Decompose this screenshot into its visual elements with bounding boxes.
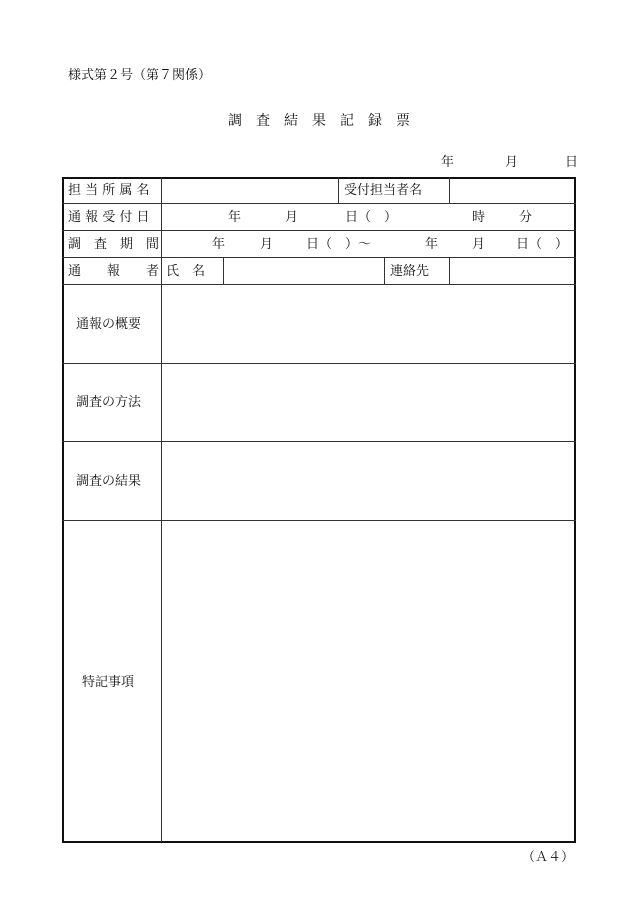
form-number: 様式第２号（第７関係） <box>68 68 212 83</box>
received-label: 通 報 受 付 日 <box>68 210 150 225</box>
name-label: 氏 名 <box>166 264 206 279</box>
receiver-field[interactable] <box>450 178 573 202</box>
method-label: 調査の方法 <box>76 395 142 410</box>
period-start-month: 月 <box>260 237 274 252</box>
dept-label: 担 当 所 属 名 <box>68 183 150 198</box>
period-end-year: 年 <box>425 237 439 252</box>
name-field[interactable] <box>224 258 383 283</box>
period-start-year: 年 <box>212 237 226 252</box>
summary-field[interactable] <box>162 285 573 362</box>
result-label: 調査の結果 <box>76 474 142 489</box>
date-day: 日 <box>565 155 579 170</box>
received-minute: 分 <box>519 210 533 225</box>
period-end-month: 月 <box>472 237 486 252</box>
dept-field[interactable] <box>162 178 337 202</box>
reporter-label: 通 報 者 <box>68 264 160 279</box>
date-year: 年 <box>441 155 455 170</box>
period-label: 調 査 期 間 <box>68 237 160 252</box>
period-end-day: 日（ ） <box>516 237 569 252</box>
contact-label: 連絡先 <box>390 264 430 279</box>
received-day: 日（ ） <box>345 210 398 225</box>
receiver-label: 受付担当者名 <box>344 183 423 198</box>
received-year: 年 <box>228 210 242 225</box>
period-start-day: 日（ ）～ <box>306 237 372 252</box>
result-field[interactable] <box>162 442 573 519</box>
received-month: 月 <box>285 210 299 225</box>
received-hour: 時 <box>472 210 486 225</box>
contact-field[interactable] <box>450 258 573 283</box>
summary-label: 通報の概要 <box>76 317 142 332</box>
paper-size: （Ａ４） <box>522 850 575 865</box>
notes-label: 特記事項 <box>82 675 135 690</box>
form-title: 調 査 結 果 記 録 票 <box>228 113 410 129</box>
date-month: 月 <box>505 155 519 170</box>
method-field[interactable] <box>162 364 573 440</box>
notes-field[interactable] <box>162 521 573 840</box>
